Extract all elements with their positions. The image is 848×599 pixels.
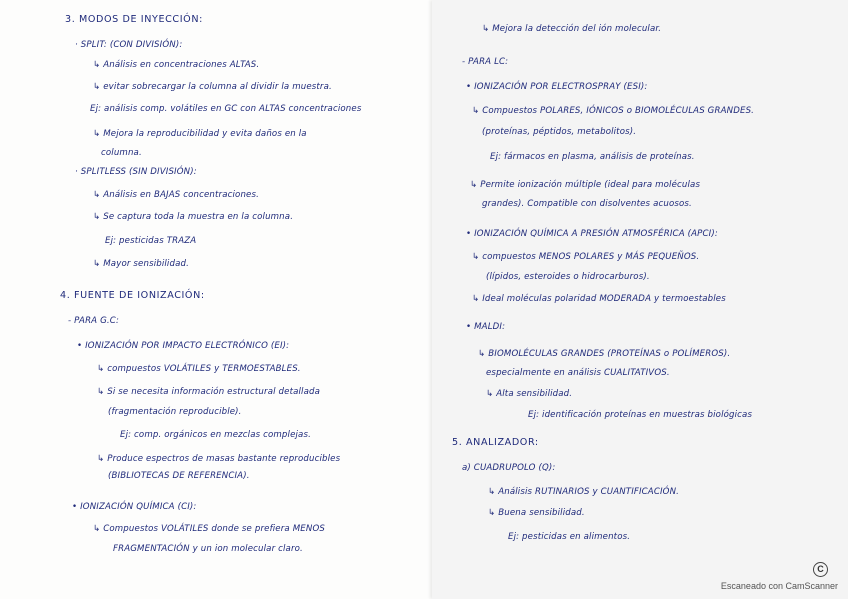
list-item: Ej: comp. orgánicos en mezclas complejas. bbox=[120, 430, 311, 440]
scanner-watermark: Escaneado con CamScanner bbox=[720, 581, 838, 591]
heading-analyzer: 5. ANALIZADOR: bbox=[452, 437, 539, 448]
list-item: a) CUADRUPOLO (Q): bbox=[462, 463, 556, 473]
list-item: ↳ Mejora la detección del ión molecular. bbox=[482, 24, 662, 34]
list-item: (BIBLIOTECAS DE REFERENCIA). bbox=[108, 471, 250, 481]
list-item: ↳ Alta sensibilidad. bbox=[486, 389, 573, 399]
list-item: Ej: pesticidas TRAZA bbox=[105, 236, 197, 246]
heading-injection-modes: 3. MODOS DE INYECCIÓN: bbox=[65, 14, 203, 25]
list-item: (fragmentación reproducible). bbox=[108, 407, 242, 417]
list-item: Ej: identificación proteínas en muestras biológicas bbox=[528, 410, 753, 420]
list-item: ↳ Mayor sensibilidad. bbox=[93, 259, 189, 269]
list-item: ↳ compuestos MENOS POLARES y MÁS PEQUEÑOS. bbox=[472, 252, 700, 262]
list-item: ↳ Análisis en concentraciones ALTAS. bbox=[93, 60, 260, 70]
list-item: FRAGMENTACIÓN y un ion molecular claro. bbox=[113, 544, 303, 554]
list-item: • IONIZACIÓN POR ELECTROSPRAY (ESI): bbox=[466, 82, 648, 92]
list-item: columna. bbox=[101, 148, 142, 158]
list-item: ↳ Buena sensibilidad. bbox=[488, 508, 585, 518]
list-item: Ej: fármacos en plasma, análisis de proteínas. bbox=[490, 152, 695, 162]
heading-ionization-source: 4. FUENTE DE IONIZACIÓN: bbox=[60, 290, 205, 301]
list-item: ↳ Análisis en BAJAS concentraciones. bbox=[93, 190, 259, 200]
list-item: (proteínas, péptidos, metabolitos). bbox=[482, 127, 637, 137]
list-item: ↳ Ideal moléculas polaridad MODERADA y termoestables bbox=[472, 294, 726, 304]
list-item: ↳ Análisis RUTINARIOS y CUANTIFICACIÓN. bbox=[488, 487, 680, 497]
list-item: ↳ Si se necesita información estructural detallada bbox=[97, 387, 321, 397]
list-item: ↳ Permite ionización múltiple (ideal para moléculas bbox=[470, 180, 701, 190]
list-item: · SPLIT: (CON DIVISIÓN): bbox=[75, 40, 183, 50]
list-item: (lípidos, esteroides o hidrocarburos). bbox=[486, 272, 650, 282]
list-item: - PARA LC: bbox=[462, 57, 509, 67]
list-item: grandes). Compatible con disolventes acuosos. bbox=[482, 199, 692, 209]
list-item: ↳ Se captura toda la muestra en la columna. bbox=[93, 212, 294, 222]
list-item: ↳ Compuestos VOLÁTILES donde se prefiera MENOS bbox=[93, 524, 325, 534]
list-item: ↳ Mejora la reproducibilidad y evita daños en la bbox=[93, 129, 307, 139]
list-item: Ej: análisis comp. volátiles en GC con ALTAS concentraciones bbox=[90, 104, 362, 114]
list-item: ↳ BIOMOLÉCULAS GRANDES (PROTEÍNAS o POLÍMEROS). bbox=[478, 349, 731, 359]
list-item: ↳ evitar sobrecargar la columna al dividir la muestra. bbox=[93, 82, 332, 92]
list-item: ↳ compuestos VOLÁTILES y TERMOESTABLES. bbox=[97, 364, 301, 374]
list-item: - PARA G.C: bbox=[68, 316, 119, 326]
list-item: • IONIZACIÓN QUÍMICA A PRESIÓN ATMOSFÉRICA (APCI): bbox=[466, 229, 718, 239]
list-item: • IONIZACIÓN QUÍMICA (CI): bbox=[72, 502, 197, 512]
list-item: Ej: pesticidas en alimentos. bbox=[508, 532, 631, 542]
camscanner-logo-icon: C bbox=[813, 562, 828, 577]
list-item: • IONIZACIÓN POR IMPACTO ELECTRÓNICO (EI): bbox=[77, 341, 290, 351]
right-notebook-page bbox=[432, 0, 848, 599]
list-item: especialmente en análisis CUALITATIVOS. bbox=[486, 368, 670, 378]
list-item: · SPLITLESS (SIN DIVISIÓN): bbox=[75, 167, 197, 177]
list-item: ↳ Compuestos POLARES, IÓNICOS o BIOMOLÉCULAS GRANDES. bbox=[472, 106, 755, 116]
list-item: • MALDI: bbox=[466, 322, 506, 332]
list-item: ↳ Produce espectros de masas bastante reproducibles bbox=[97, 454, 341, 464]
